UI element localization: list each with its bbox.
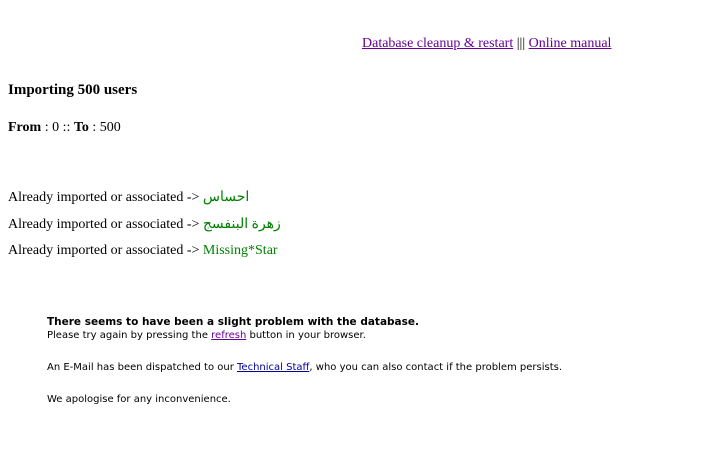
log-prefix: Already imported or associated -> bbox=[8, 190, 200, 205]
to-label: To bbox=[73, 120, 89, 135]
top-links bbox=[362, 36, 611, 52]
log-username: زهرة البنفسج bbox=[202, 217, 281, 232]
to-value: : 500 bbox=[92, 120, 121, 135]
log-prefix: Already imported or associated -> bbox=[8, 243, 200, 258]
retry-text-after: button in your browser. bbox=[246, 330, 366, 341]
from-value: : 0 :: bbox=[44, 120, 71, 135]
email-notice bbox=[47, 361, 562, 374]
retry-instruction bbox=[47, 329, 687, 342]
link-separator: ||| bbox=[516, 36, 526, 51]
email-text-before: An E-Mail has been dispatched to our bbox=[47, 362, 238, 373]
online-manual-link[interactable]: Online manual bbox=[528, 36, 612, 51]
database-cleanup-link[interactable]: Database cleanup & restart bbox=[362, 36, 514, 51]
log-line bbox=[8, 216, 281, 233]
apology-text: We apologise for any inconvenience. bbox=[47, 394, 231, 405]
log-prefix: Already imported or associated -> bbox=[8, 217, 200, 232]
import-range bbox=[8, 120, 121, 136]
retry-text-before: Please try again by pressing the bbox=[47, 330, 212, 341]
email-text-after: , who you can also contact if the problem persists. bbox=[309, 362, 563, 373]
log-username: Missing*Star bbox=[202, 243, 278, 258]
from-label: From bbox=[8, 120, 42, 135]
log-line bbox=[8, 243, 278, 259]
error-headline: There seems to have been a slight problem with the database. bbox=[47, 316, 419, 328]
log-username: احساس bbox=[202, 190, 250, 205]
refresh-link[interactable]: refresh bbox=[211, 330, 247, 341]
import-title: Importing 500 users bbox=[8, 82, 138, 98]
database-error-message bbox=[47, 316, 687, 405]
technical-staff-link[interactable]: Technical Staff bbox=[237, 362, 310, 373]
log-line bbox=[8, 189, 249, 206]
